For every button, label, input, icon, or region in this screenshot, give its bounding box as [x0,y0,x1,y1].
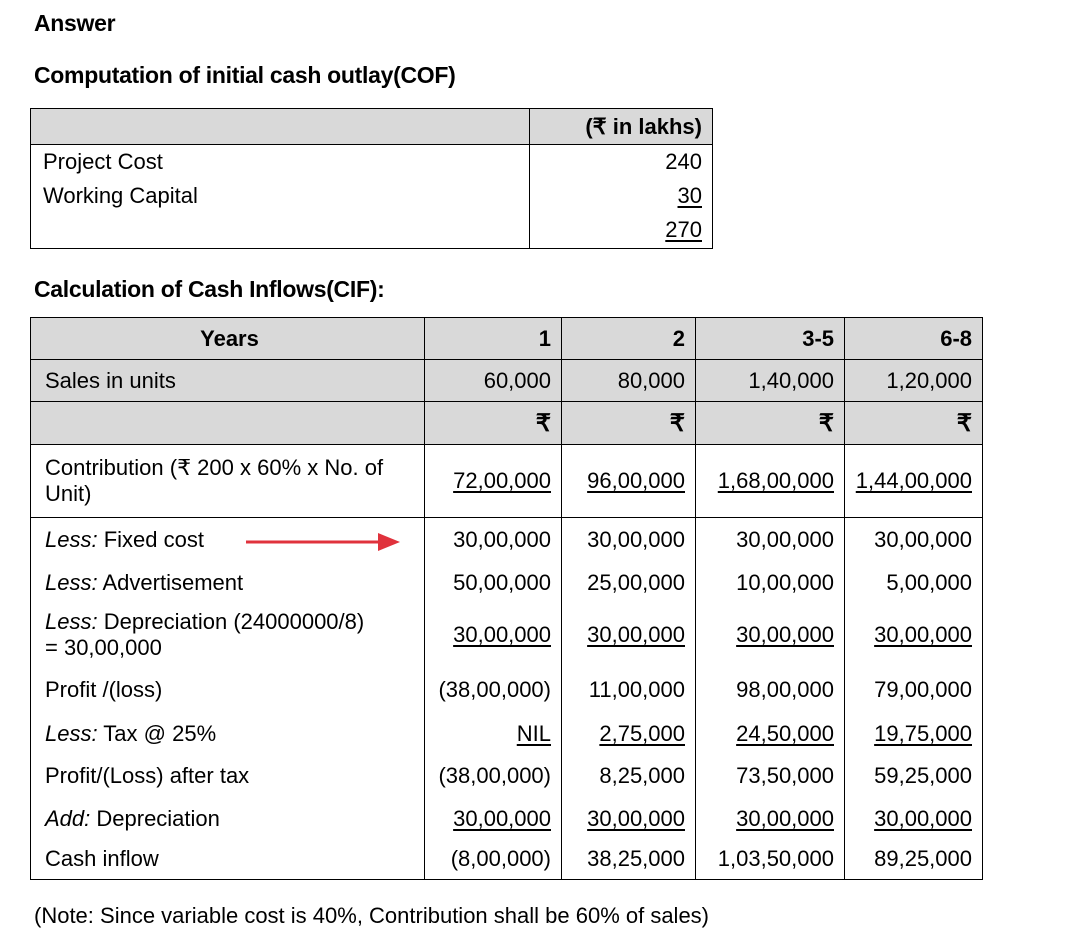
fixed-cost-row [31,518,983,563]
contribution-value: 72,00,000 [425,445,562,518]
fixed-cost-value: 30,00,000 [562,518,696,563]
sales-value: 80,000 [562,360,696,402]
add-depreciation-value: 30,00,000 [845,798,983,840]
add-depreciation-value: 30,00,000 [696,798,845,840]
cash-inflow-value: (8,00,000) [425,840,562,880]
add-depreciation-value: 30,00,000 [562,798,696,840]
sales-row [31,360,983,402]
contribution-value: 96,00,000 [562,445,696,518]
cof-item-value: 30 [677,183,702,208]
depreciation-label: Less: Depreciation (24000000/8) = 30,00,000 [31,603,425,667]
cof-total: 270 [665,217,702,242]
cof-values [530,145,713,249]
contribution-label: Contribution (₹ 200 x 60% x No. of Unit) [31,445,425,518]
answer-heading: Answer [34,10,116,36]
cof-item-label: Working Capital [43,183,198,208]
rupee-symbol: ₹ [845,402,983,445]
profit-after-tax-label: Profit/(Loss) after tax [31,755,425,798]
year-header: 6-8 [845,318,983,360]
tax-row [31,713,983,755]
add-depreciation-value: 30,00,000 [425,798,562,840]
note-text: (Note: Since variable cost is 40%, Contribution shall be 60% of sales) [34,903,710,928]
profit-after-tax-value: 73,50,000 [696,755,845,798]
advertisement-value: 50,00,000 [425,563,562,603]
profit-row [31,667,983,713]
add-depreciation-row [31,798,983,840]
depreciation-row [31,603,983,667]
year-header: 2 [562,318,696,360]
cash-inflow-value: 38,25,000 [562,840,696,880]
contribution-value: 1,44,00,000 [845,445,983,518]
years-label: Years [31,318,425,360]
sales-value: 60,000 [425,360,562,402]
depreciation-value: 30,00,000 [425,603,562,667]
profit-after-tax-value: (38,00,000) [425,755,562,798]
profit-after-tax-value: 8,25,000 [562,755,696,798]
cof-labels [31,145,530,249]
cash-inflow-row [31,840,983,880]
cash-inflow-label: Cash inflow [31,840,425,880]
tax-label: Less: Tax @ 25% [31,713,425,755]
profit-value: 79,00,000 [845,667,983,713]
cof-unit-header: (₹ in lakhs) [530,109,713,145]
profit-label: Profit /(loss) [31,667,425,713]
cash-inflow-value: 1,03,50,000 [696,840,845,880]
tax-value: 24,50,000 [696,713,845,755]
add-depreciation-label: Add: Depreciation [31,798,425,840]
fixed-cost-value: 30,00,000 [425,518,562,563]
year-header: 1 [425,318,562,360]
rupee-symbol: ₹ [562,402,696,445]
profit-after-tax-row [31,755,983,798]
tax-value: 19,75,000 [845,713,983,755]
tax-value: NIL [425,713,562,755]
cof-item-value: 240 [665,149,702,174]
cof-table [30,108,713,249]
depreciation-value: 30,00,000 [845,603,983,667]
profit-value: 11,00,000 [562,667,696,713]
advertisement-value: 25,00,000 [562,563,696,603]
profit-after-tax-value: 59,25,000 [845,755,983,798]
contribution-row [31,445,983,518]
cof-title: Computation of initial cash outlay(COF) [34,62,456,88]
cof-header-row [31,109,713,145]
cof-header-blank [31,109,530,145]
fixed-cost-value: 30,00,000 [696,518,845,563]
right-arrow-icon [246,531,402,553]
cash-inflow-value: 89,25,000 [845,840,983,880]
rupee-symbol: ₹ [696,402,845,445]
tax-value: 2,75,000 [562,713,696,755]
cof-body-row [31,145,713,249]
currency-row-blank [31,402,425,445]
profit-value: 98,00,000 [696,667,845,713]
cof-item-label: Project Cost [43,149,163,174]
currency-row [31,402,983,445]
fixed-cost-value: 30,00,000 [845,518,983,563]
sales-label: Sales in units [31,360,425,402]
fixed-cost-label: Less: Fixed cost [31,518,425,563]
advertisement-label: Less: Advertisement [31,563,425,603]
cif-title: Calculation of Cash Inflows(CIF): [34,276,385,302]
profit-value: (38,00,000) [425,667,562,713]
year-header: 3-5 [696,318,845,360]
depreciation-value: 30,00,000 [562,603,696,667]
depreciation-value: 30,00,000 [696,603,845,667]
years-row [31,318,983,360]
advertisement-value: 5,00,000 [845,563,983,603]
advertisement-value: 10,00,000 [696,563,845,603]
rupee-symbol: ₹ [425,402,562,445]
advertisement-row [31,563,983,603]
sales-value: 1,40,000 [696,360,845,402]
sales-value: 1,20,000 [845,360,983,402]
cif-table [30,317,983,880]
contribution-value: 1,68,00,000 [696,445,845,518]
